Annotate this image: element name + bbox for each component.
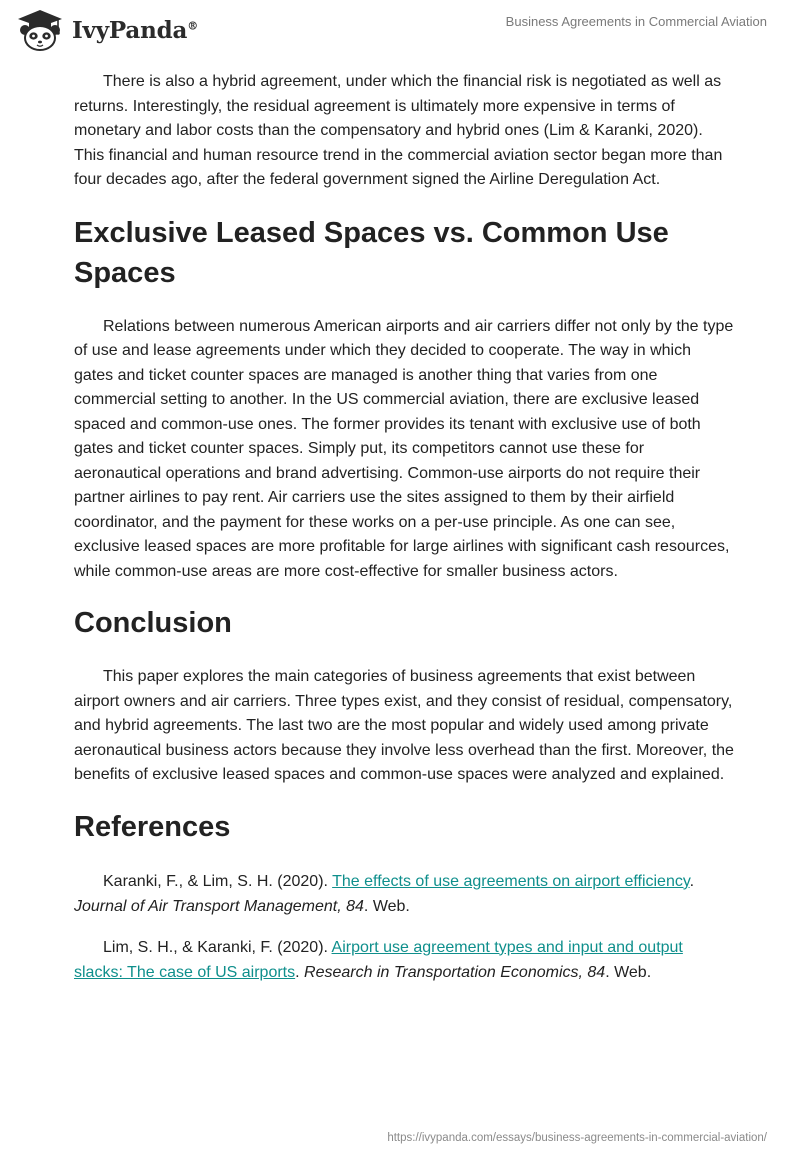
section-heading-exclusive-spaces: Exclusive Leased Spaces vs. Common Use Spaces [74,216,669,289]
section-heading-conclusion: Conclusion [74,607,232,639]
reference-tail: . Web. [363,897,410,915]
reference-authors: Karanki, F., & Lim, S. H. (2020). [103,872,333,890]
reference-journal: Research in Transportation Economics, 84 [304,963,606,981]
essay-content [74,70,734,1001]
reference-link[interactable]: The effects of use agreements on airport efficiency [332,872,690,890]
source-url[interactable]: https://ivypanda.com/essays/business-agreements-in-commercial-aviation/ [387,1132,767,1144]
page-header [0,0,800,60]
section-heading-references: References [74,810,231,843]
intro-paragraph: There is also a hybrid agreement, under which the financial risk is negotiated as well as returns. Interestingly, the residual agreement is ultimately more expensive in terms of monetary and labor costs than the compensatory and hybrid ones (Lim & Karanki, 2020). This financial and human resource trend in the commercial aviation sector began more than four decades ago, after the federal government signed the Airline Deregulation Act. [74,73,723,188]
reference-link[interactable]: Airport use agreement types and input and output slacks: The case of US airports [74,938,683,981]
ivypanda-logo[interactable] [14,8,198,52]
reference-separator: . [689,872,695,890]
conclusion-paragraph: This paper explores the main categories of business agreements that exist between airport owners and air carriers. Three types exist, and they consist of residual, compensatory, and hybrid agreements. The last two are the most popular and widely used among private aeronautical business actors because they involve less overhead than the first. Moreover, the benefits of exclusive leased spaces and common-use spaces were analyzed and explained. [74,668,734,783]
reference-item [74,869,734,919]
brand-name: IvyPanda® [72,16,198,44]
reference-item [74,935,734,985]
panda-graduate-icon [14,8,66,52]
running-title: Business Agreements in Commercial Aviation [505,14,767,29]
reference-tail: . Web. [605,963,652,981]
reference-separator: . [295,963,305,981]
reference-journal: Journal of Air Transport Management, 84 [74,897,364,915]
registered-mark: ® [187,18,198,32]
reference-authors: Lim, S. H., & Karanki, F. (2020). [103,938,332,956]
exclusive-spaces-paragraph: Relations between numerous American airports and air carriers differ not only by the type of use and lease agreements under which they decided to cooperate. The way in which gates and ticket counter spaces are managed is another thing that varies from one commercial setting to another. In the US commercial aviation, there are exclusive leased spaced and common-use ones. The former provides its tenant with exclusive use of both gates and ticket counter spaces. Simply put, its competitors cannot use these for aeronautical operations and brand advertising. Common-use airports do not require their partner airlines to pay rent. Air carriers use the sites assigned to them by their airfield coordinator, and the payment for these works on a per-use principle. As one can see, exclusive leased spaces are more profitable for large airlines with significant cash resources, while common-use areas are more cost-effective for smaller business actors. [74,317,734,580]
